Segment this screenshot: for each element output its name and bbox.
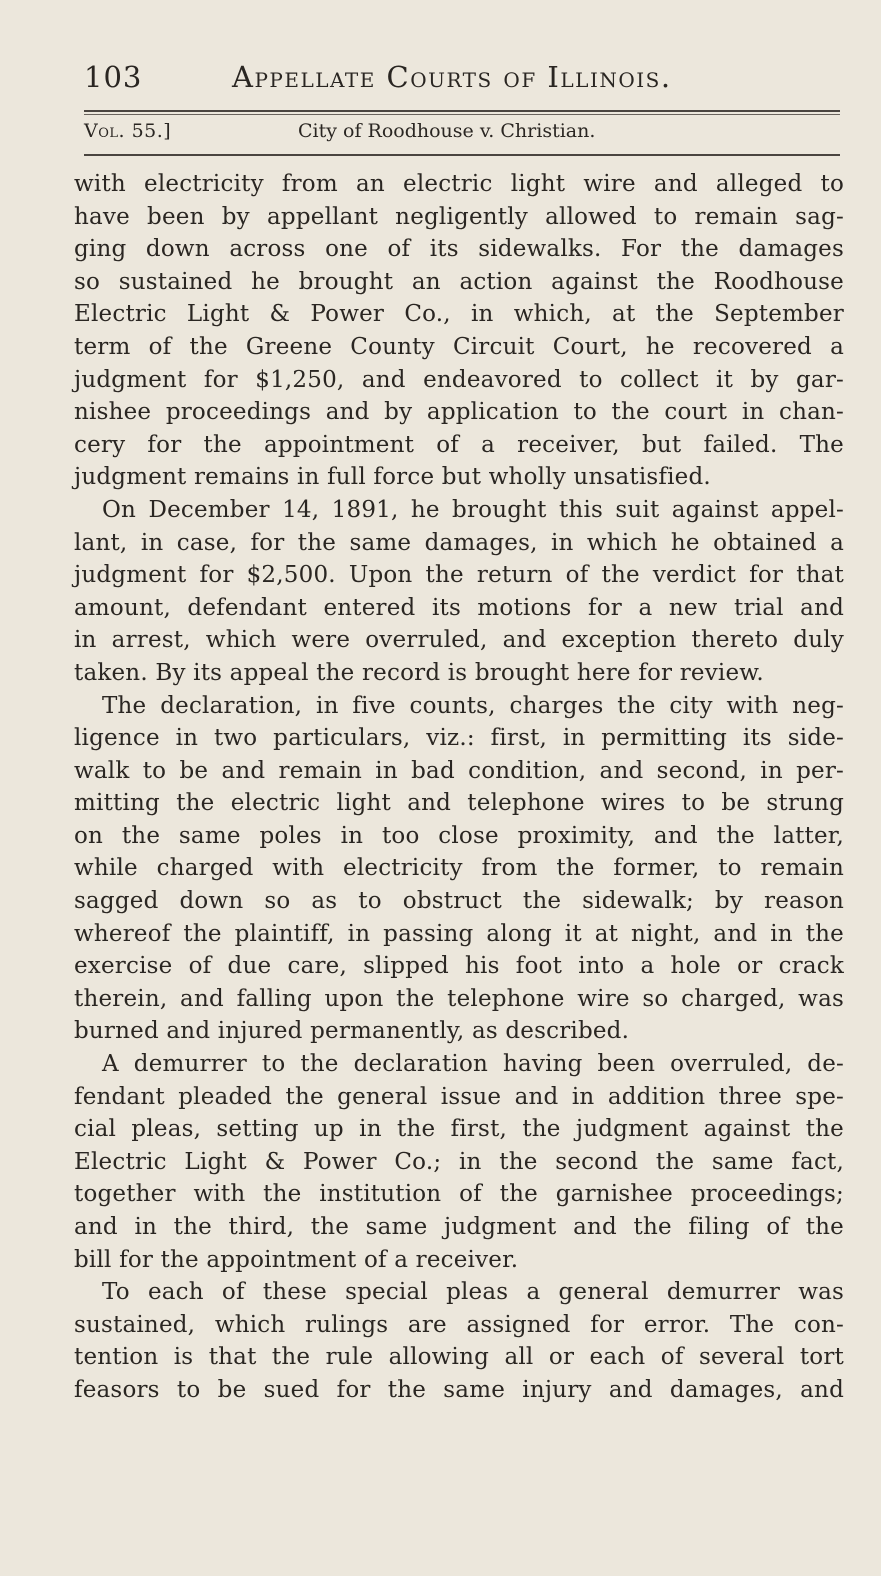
text-line: Electric Light & Power Co.; in the second the same fact, xyxy=(74,1148,844,1175)
text-line: judgment for $2,500. Upon the return of the verdict for that xyxy=(74,562,844,589)
case-name: City of Roodhouse v. Christian. xyxy=(298,120,596,142)
running-head xyxy=(84,60,844,100)
text-line: tention is that the rule allowing all or each of several tort xyxy=(74,1344,844,1371)
text-line: with electricity from an electric light wire and alleged to xyxy=(74,171,844,197)
text-line: On December 14, 1891, he brought this suit against appel- xyxy=(102,496,844,523)
text-line: therein, and falling upon the telephone wire so charged, was xyxy=(74,985,844,1012)
volume-label: Vol. 55.] xyxy=(84,120,172,142)
text-line: bill for the appointment of a receiver. xyxy=(74,1246,519,1273)
case-caption xyxy=(84,120,840,150)
text-line: have been by appellant negligently allowed to remain sag- xyxy=(74,203,844,230)
header-rule-top-thin xyxy=(84,114,840,115)
text-line: cery for the appointment of a receiver, but failed. The xyxy=(74,431,844,458)
text-line: whereof the plaintiff, in passing along it at night, and in the xyxy=(74,920,844,947)
text-line: sustained, which rulings are assigned for error. The con- xyxy=(74,1311,844,1338)
text-line: sagged down so as to obstruct the sidewalk; by reason xyxy=(74,888,844,915)
text-line: in arrest, which were overruled, and exception thereto duly xyxy=(74,627,844,654)
text-line: so sustained he brought an action against the Roodhouse xyxy=(74,268,844,295)
text-line: on the same poles in too close proximity, and the latter, xyxy=(74,822,844,849)
text-line: cial pleas, setting up in the first, the judgment against the xyxy=(74,1116,844,1143)
text-line: and in the third, the same judgment and the filing of the xyxy=(74,1214,844,1240)
body-text xyxy=(74,168,844,1407)
reporter-title: Appellate Courts of Illinois. xyxy=(232,60,672,94)
page-number: 103 xyxy=(84,60,143,94)
text-line: ligence in two particulars, viz.: first, in permitting its side- xyxy=(74,725,844,752)
text-line: nishee proceedings and by application to the court in chan- xyxy=(74,399,844,426)
text-line: The declaration, in five counts, charges the city with neg- xyxy=(102,692,844,719)
text-line: To each of these special pleas a general demurrer was xyxy=(102,1279,844,1306)
text-line: fendant pleaded the general issue and in addition three spe- xyxy=(74,1083,844,1110)
text-line: walk to be and remain in bad condition, and second, in per- xyxy=(74,757,844,784)
text-line: Electric Light & Power Co., in which, at the September xyxy=(74,301,844,328)
text-line: together with the institution of the garnishee proceedings; xyxy=(74,1181,844,1208)
text-line: judgment for $1,250, and endeavored to collect it by gar- xyxy=(74,366,844,393)
text-line: lant, in case, for the same damages, in which he obtained a xyxy=(74,529,844,556)
text-line: amount, defendant entered its motions for a new trial and xyxy=(74,594,844,621)
text-line: taken. By its appeal the record is brought here for review. xyxy=(74,659,764,686)
header-rule-top xyxy=(84,110,840,112)
text-line: while charged with electricity from the former, to remain xyxy=(74,855,844,882)
text-line: A demurrer to the declaration having been overruled, de- xyxy=(102,1051,844,1078)
text-line: burned and injured permanently, as described. xyxy=(74,1018,630,1045)
text-line: mitting the electric light and telephone wires to be strung xyxy=(74,790,844,817)
text-line: exercise of due care, slipped his foot into a hole or crack xyxy=(74,953,844,980)
text-line: feasors to be sued for the same injury and damages, and xyxy=(74,1376,844,1403)
text-line: judgment remains in full force but wholly unsatisfied. xyxy=(74,464,711,491)
text-line: ging down across one of its sidewalks. For the damages xyxy=(74,236,844,263)
header-rule-bottom xyxy=(84,154,840,156)
text-line: term of the Greene County Circuit Court, he recovered a xyxy=(74,333,844,360)
